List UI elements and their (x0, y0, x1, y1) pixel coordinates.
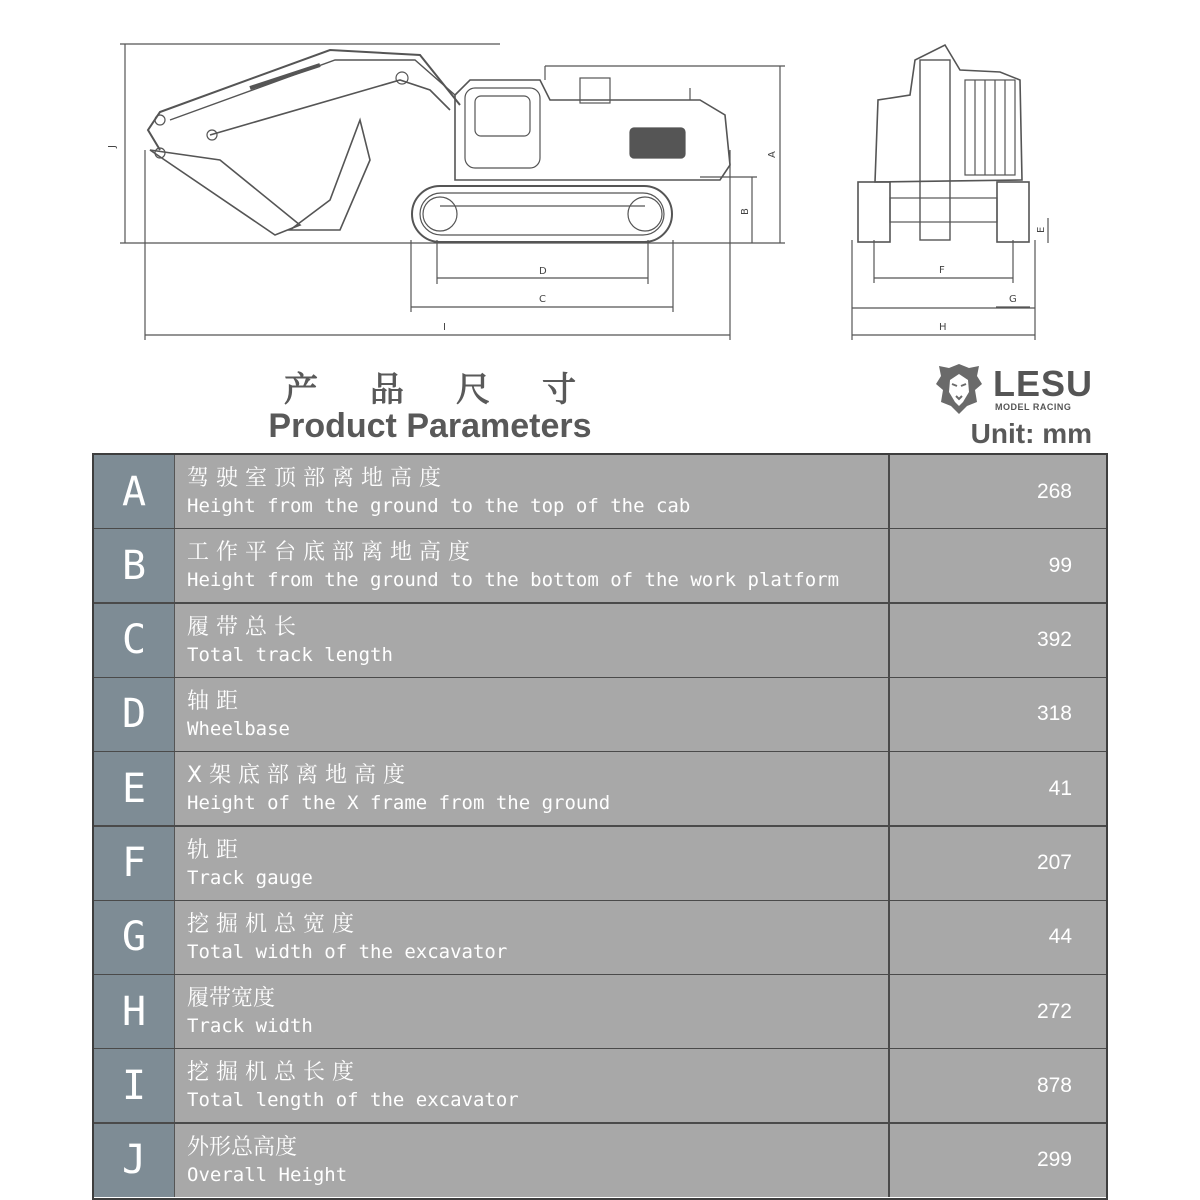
ripper-bucket (290, 120, 370, 230)
row-description-english: Height from the ground to the bottom of the work platform (187, 569, 840, 592)
row-letter: E (94, 752, 174, 825)
table-row (94, 455, 1106, 530)
heading-english: Product Parameters (268, 407, 592, 445)
row-letter: J (94, 1124, 174, 1197)
page-heading (230, 362, 630, 446)
row-description (174, 678, 888, 751)
track-front-right (997, 182, 1029, 242)
row-description (174, 752, 888, 825)
brand-logo (935, 360, 1095, 420)
table-row (94, 827, 1106, 902)
table-row (94, 604, 1106, 679)
row-description-chinese: 挖 掘 机 总 长 度 (187, 1060, 354, 1086)
row-description-english: Wheelbase (187, 717, 290, 740)
row-description (174, 455, 888, 528)
unit-label: Unit: mm (970, 418, 1092, 449)
row-letter: B (94, 529, 174, 602)
row-description-english: Track width (187, 1015, 313, 1038)
dim-label-e: E (1036, 226, 1047, 233)
row-letter: D (94, 678, 174, 751)
row-value: 392 (888, 604, 1106, 677)
row-value: 878 (888, 1049, 1106, 1122)
upper-front (875, 45, 1022, 182)
row-description-english: Height of the X frame from the ground (187, 792, 611, 815)
row-letter: C (94, 604, 174, 677)
table-row (94, 529, 1106, 604)
arm (150, 150, 300, 235)
excavator-technical-drawing (0, 0, 1200, 350)
table-row (94, 1049, 1106, 1124)
row-description-english: Total track length (187, 643, 393, 666)
row-value: 41 (888, 752, 1106, 825)
row-description (174, 604, 888, 677)
row-description (174, 901, 888, 974)
row-description-english: Total width of the excavator (187, 940, 508, 963)
boom (148, 50, 460, 150)
row-description (174, 1049, 888, 1122)
row-description-english: Total length of the excavator (187, 1089, 519, 1112)
row-letter: I (94, 1049, 174, 1122)
row-letter: F (94, 827, 174, 900)
row-value: 318 (888, 678, 1106, 751)
row-value: 44 (888, 901, 1106, 974)
heading-chinese: 产品尺寸 (284, 370, 628, 410)
row-description-chinese: 外形总高度 (187, 1134, 298, 1160)
dim-label-a: A (767, 151, 778, 158)
row-letter: G (94, 901, 174, 974)
brand-name: LESU (993, 363, 1094, 404)
lion-head-icon (935, 362, 983, 416)
row-letter: H (94, 975, 174, 1048)
dim-label-j: J (107, 145, 118, 148)
row-description-chinese: 工 作 平 台 底 部 离 地 高 度 (187, 540, 470, 566)
table-row (94, 752, 1106, 827)
track-side (412, 186, 672, 242)
row-description-chinese: X 架 底 部 离 地 高 度 (187, 763, 406, 789)
excavator-line-drawing (0, 0, 1200, 350)
row-description-english: Height from the ground to the top of the cab (187, 495, 691, 517)
row-value: 272 (888, 975, 1106, 1048)
row-description-chinese: 履 带 总 长 (187, 614, 296, 640)
row-description-english: Overall Height (187, 1163, 348, 1186)
row-value: 99 (888, 529, 1106, 602)
table-row (94, 901, 1106, 976)
dim-label-d: D (539, 266, 547, 277)
row-description (174, 529, 888, 602)
dim-label-c: C (539, 294, 546, 305)
row-description (174, 1124, 888, 1197)
row-value: 207 (888, 827, 1106, 900)
row-description-chinese: 挖 掘 机 总 宽 度 (187, 911, 354, 937)
cab (465, 88, 540, 168)
row-description (174, 975, 888, 1048)
row-description-chinese: 履带宽度 (187, 986, 276, 1012)
row-description (174, 827, 888, 900)
row-letter: A (94, 455, 174, 528)
row-value: 299 (888, 1124, 1106, 1197)
dim-label-i: I (443, 322, 446, 333)
row-description-chinese: 轨 距 (187, 837, 238, 863)
row-description-chinese: 驾 驶 室 顶 部 离 地 高 度 (187, 466, 441, 491)
row-value: 268 (888, 455, 1106, 528)
table-row (94, 975, 1106, 1050)
brand-subtitle: MODEL RACING (995, 402, 1072, 412)
dim-label-f: F (939, 265, 945, 276)
row-description-english: Track gauge (187, 866, 313, 889)
parameters-table (92, 453, 1108, 1200)
table-row (94, 678, 1106, 753)
row-description-chinese: 轴 距 (187, 688, 238, 714)
upper-body (455, 80, 730, 180)
dim-label-h: H (939, 322, 947, 333)
table-row (94, 1124, 1106, 1197)
dim-label-b: B (740, 208, 751, 215)
track-front-left (858, 182, 890, 242)
dim-label-g: G (1009, 294, 1017, 305)
